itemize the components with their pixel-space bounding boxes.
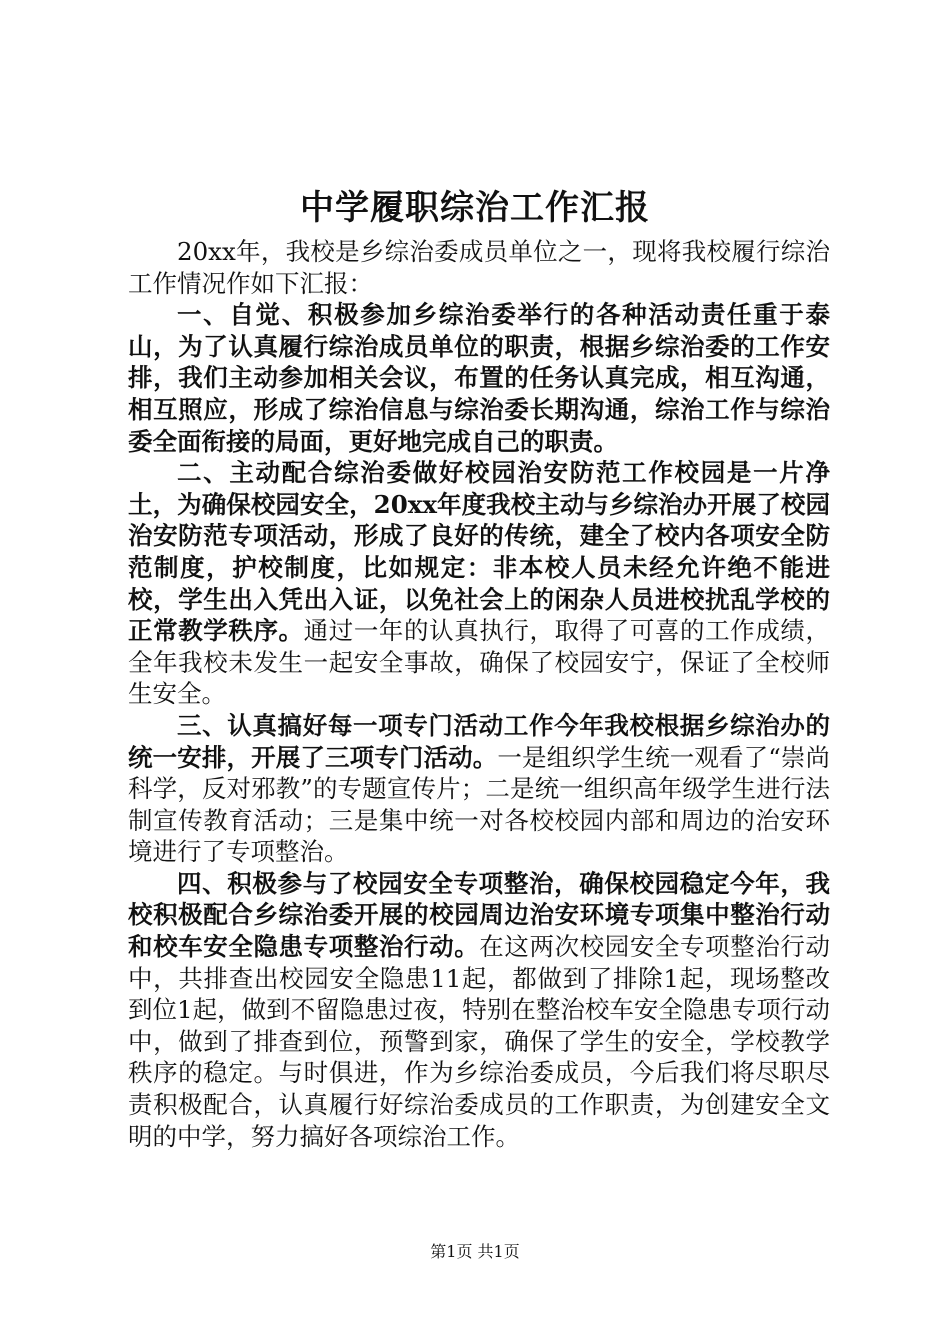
paragraph-text: 一是组织学生统一观看了“崇尚科学，反对邪教”的专题宣传片；二是统一组织高年级学生进行法制宣传教育活动；三是集中统一对各校校园内部和周边的治安环境进行了专项整治。 — [128, 742, 830, 867]
paragraph-bold-text: 二、主动配合综治委做好校园治安防范工作校园是一片净土，为确保校园安全，20xx年度我校主动与乡综治办开展了校园治安防范专项活动，形成了良好的传统，建全了校内各项安全防范制度，护校制度，比如规定：非本校人员未经允许绝不能进校，学生出入凭出入证，以免社会上的闲杂人员进校扰乱学校的正常教学秩序。 — [128, 458, 830, 646]
paragraph-intro — [128, 236, 830, 299]
paragraph-section-1 — [128, 299, 830, 457]
document-body — [128, 236, 830, 1152]
paragraph-section-4 — [128, 868, 830, 1152]
paragraph-section-2 — [128, 457, 830, 710]
paragraph-bold-text: 三、认真搞好每一项专门活动工作今年我校根据乡综治办的统一安排，开展了三项专门活动。 — [128, 710, 830, 772]
document-title: 中学履职综治工作汇报 — [300, 188, 650, 228]
paragraph-section-3 — [128, 710, 830, 868]
paragraph-bold-text: 一、自觉、积极参加乡综治委举行的各种活动责任重于泰山，为了认真履行综治成员单位的职责，根据乡综治委的工作安排，我们主动参加相关会议，布置的任务认真完成，相互沟通，相互照应，形成了综治信息与综治委长期沟通，综治工作与综治委全面衔接的局面，更好地完成自己的职责。 — [128, 300, 830, 456]
paragraph-bold-text: 四、积极参与了校园安全专项整治，确保校园稳定今年，我校积极配合乡综治委开展的校园周边治安环境专项集中整治行动和校车安全隐患专项整治行动。 — [128, 868, 830, 962]
paragraph-text: 20xx年，我校是乡综治委成员单位之一，现将我校履行综治工作情况作如下汇报： — [128, 237, 830, 298]
paragraph-text: 在这两次校园安全专项整治行动中，共排查出校园安全隐患11起，都做到了排除1起，现场整改到位1起，做到不留隐患过夜，特别在整治校车安全隐患专项行动中，做到了排查到位，预警到家，确保了学生的安全，学校教学秩序的稳定。与时俱进，作为乡综治委成员，今后我们将尽职尽责积极配合，认真履行好综治委成员的工作职责，为创建安全文明的中学，努力搞好各项综治工作。 — [128, 932, 830, 1151]
page-footer: 第1页 共1页 — [430, 1242, 520, 1261]
paragraph-text: 通过一年的认真执行，取得了可喜的工作成绩，全年我校未发生一起安全事故，确保了校园安宁，保证了全校师生安全。 — [128, 616, 831, 709]
